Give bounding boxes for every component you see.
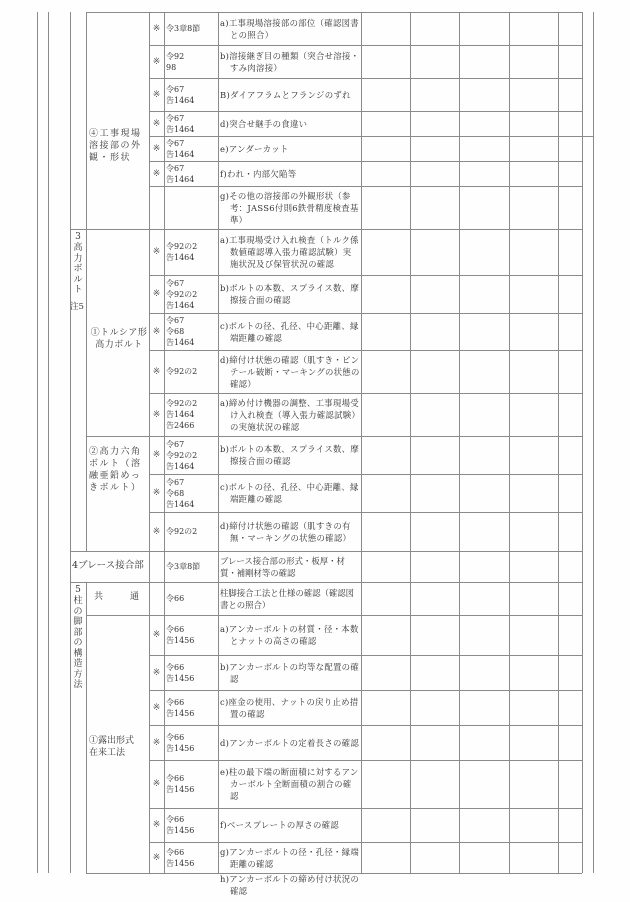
section-col-rule	[70, 12, 71, 873]
row-reference: 令67 告1464	[166, 84, 195, 105]
row-mark: ※	[152, 820, 161, 830]
row-reference: 令67 告1464	[166, 163, 195, 184]
row-mark: ※	[152, 289, 161, 299]
row-mark: ※	[152, 852, 161, 863]
row-description: B)ダイアフラムとフランジのずれ	[220, 89, 351, 100]
row-mark: ※	[152, 56, 161, 67]
check-cell[interactable]	[509, 111, 558, 136]
check-cell[interactable]	[558, 45, 582, 78]
row-mark: ※	[152, 247, 161, 257]
section-3-note: 注5	[70, 302, 84, 312]
check-cell[interactable]	[361, 136, 410, 161]
row-description: d)締付け状態の確認（肌すきの有無・マーキングの状態の確認）	[220, 520, 352, 543]
row-description: c)座金の使用、ナットの戻り止め措置の確認	[220, 696, 359, 719]
check-cell[interactable]	[361, 760, 410, 808]
check-cell[interactable]	[459, 808, 509, 842]
check-cell[interactable]	[509, 161, 558, 186]
row-description: c)ボルトの径、孔径、中心距離、縁端距離の確認	[220, 482, 359, 504]
group-torshear-bolt: ①トルシア形高力ボルト	[90, 328, 148, 350]
check-cell[interactable]	[361, 111, 410, 136]
check-cell[interactable]	[410, 436, 459, 474]
check-cell[interactable]	[558, 655, 582, 690]
row-reference: 令67 告1464	[166, 113, 195, 134]
group-hex-bolt: ②高力六角ボルト（溶融亜鉛めっきボルト）	[89, 447, 142, 493]
check-cell[interactable]	[410, 551, 459, 582]
row-mark: ※	[152, 450, 161, 460]
section-3-label: 高 力 ボ ル ト	[73, 243, 83, 295]
check-cell[interactable]	[509, 725, 558, 760]
check-cell[interactable]	[459, 350, 509, 393]
check-cell[interactable]	[459, 690, 509, 725]
row-description: c)ボルトの径、孔径、中心距離、縁端距離の確認	[220, 320, 359, 343]
check-cell[interactable]	[410, 690, 459, 725]
check-cell[interactable]	[459, 186, 509, 229]
row-description: e)アンダーカット	[220, 143, 289, 154]
group-common: 共 通	[94, 592, 140, 602]
check-cell[interactable]	[459, 582, 509, 615]
row-reference: 令67 令68 告1464	[166, 316, 195, 347]
row-description: ブレース接合部の形式・板厚・材質・補剛材等の確認	[220, 555, 345, 578]
check-cell[interactable]	[410, 474, 459, 512]
margin-rule	[48, 12, 49, 873]
check-cell[interactable]	[558, 615, 582, 655]
check-cell[interactable]	[459, 551, 509, 582]
check-cell[interactable]	[558, 474, 582, 512]
row-reference: 令66 告1456	[166, 697, 195, 718]
check-cell[interactable]	[509, 393, 558, 436]
row-reference: 令66 告1456	[166, 815, 195, 835]
check-cell[interactable]	[459, 512, 509, 551]
row-reference	[164, 186, 218, 229]
check-cell[interactable]	[558, 12, 582, 45]
row-description: d)突合せ継手の食違い	[220, 118, 308, 129]
check-cell[interactable]	[410, 229, 459, 275]
check-cell[interactable]	[410, 808, 459, 842]
row-description: f)われ・内部欠陥等	[220, 168, 297, 179]
check-cell[interactable]	[509, 275, 558, 313]
check-cell[interactable]	[509, 808, 558, 842]
check-cell[interactable]	[459, 275, 509, 313]
check-cell[interactable]	[410, 161, 459, 186]
row-mark	[149, 186, 164, 229]
check-cell[interactable]	[410, 78, 459, 111]
check-cell[interactable]	[558, 436, 582, 474]
row-description: e)柱の最下端の断面積に対するアンカーボルト全断面積の割合の確認	[220, 767, 359, 801]
group-col-rule	[86, 582, 87, 873]
check-cell[interactable]	[459, 161, 509, 186]
row-description: a)アンカーボルトの材質・径・本数とナットの高さの確認	[220, 624, 359, 646]
row-mark: ※	[152, 702, 161, 713]
check-cell[interactable]	[410, 313, 459, 350]
check-cell[interactable]	[361, 186, 410, 229]
row-mark: ※	[152, 409, 161, 420]
check-cell[interactable]	[558, 136, 582, 161]
check-col-rule	[582, 12, 583, 873]
check-cell[interactable]	[509, 436, 558, 474]
check-cell[interactable]	[459, 393, 509, 436]
row-reference: 令92の2 告1464	[166, 242, 198, 262]
row-mark	[149, 551, 164, 582]
check-cell[interactable]	[361, 161, 410, 186]
row-reference: 令66	[166, 594, 185, 603]
check-cell[interactable]	[509, 512, 558, 551]
row-description: d)締付け状態の確認（肌すき・ピンテール破断・マーキングの状態の確認）	[220, 354, 360, 389]
row-mark: ※	[152, 667, 161, 678]
group-weld-appearance: ④工事現場溶接部の外観・形状	[89, 129, 142, 163]
check-cell[interactable]	[459, 842, 509, 873]
check-cell[interactable]	[410, 725, 459, 760]
row-reference: 令92の2	[166, 527, 198, 536]
row-description: a)締め付け機器の調整、工事現場受け入れ検査（導入張力確認試験）の実施状況の確認	[220, 397, 359, 432]
row-reference: 令92の2	[166, 367, 198, 376]
check-cell[interactable]	[509, 615, 558, 655]
check-cell[interactable]	[361, 474, 410, 512]
check-cell[interactable]	[558, 725, 582, 760]
section-4-label: 4ブレース接合部	[72, 560, 144, 571]
section-3-number: 3	[75, 232, 81, 242]
check-cell[interactable]	[509, 474, 558, 512]
check-cell[interactable]	[361, 725, 410, 760]
row-description: h)アンカーボルトの締め付け状況の確認	[220, 874, 360, 896]
check-cell[interactable]	[361, 615, 410, 655]
check-cell[interactable]	[459, 760, 509, 808]
check-cell[interactable]	[558, 808, 582, 842]
check-cell[interactable]	[361, 275, 410, 313]
check-cell[interactable]	[558, 78, 582, 111]
check-cell[interactable]	[459, 313, 509, 350]
check-cell[interactable]	[410, 655, 459, 690]
check-cell[interactable]	[459, 655, 509, 690]
check-cell[interactable]	[361, 582, 410, 615]
check-cell[interactable]	[410, 136, 459, 161]
check-cell[interactable]	[558, 842, 582, 873]
row-mark: ※	[152, 118, 161, 129]
check-cell[interactable]	[459, 136, 509, 161]
check-cell[interactable]	[558, 229, 582, 275]
row-mark: ※	[152, 89, 161, 100]
row-reference: 令66 告1456	[166, 732, 195, 753]
row-mark: ※	[152, 168, 161, 179]
check-cell[interactable]	[558, 582, 582, 615]
row-description: d)アンカーボルトの定着長さの確認	[220, 737, 360, 748]
check-cell[interactable]	[459, 12, 509, 45]
row-mark: ※	[152, 737, 161, 748]
row-description: b)ボルトの本数、スプライス数、摩擦接合面の確認	[220, 283, 360, 305]
row-description: b)溶接継ぎ目の種類（突合せ溶接・すみ肉溶接）	[220, 50, 360, 73]
check-cell[interactable]	[410, 615, 459, 655]
row-description: b)アンカーボルトの均等な配置の確認	[220, 661, 360, 684]
check-cell[interactable]	[558, 111, 582, 136]
check-cell[interactable]	[459, 45, 509, 78]
row-reference: 令67 告1464	[166, 138, 195, 159]
check-cell[interactable]	[361, 436, 410, 474]
row-reference: 令67 令92の2 告1464	[166, 278, 198, 310]
row-reference: 令92の2 告1464 告2466	[166, 399, 198, 430]
check-cell[interactable]	[558, 275, 582, 313]
row-mark: ※	[152, 143, 161, 154]
outer-right-rule	[593, 12, 594, 873]
row-reference: 令66 告1456	[166, 847, 195, 868]
check-cell[interactable]	[558, 760, 582, 808]
check-cell[interactable]	[410, 186, 459, 229]
section-5-number: 5	[75, 585, 81, 595]
check-cell[interactable]	[459, 474, 509, 512]
row-reference: 令3章8節	[166, 562, 201, 571]
check-cell[interactable]	[509, 690, 558, 725]
check-cell[interactable]	[410, 842, 459, 873]
check-cell[interactable]	[459, 436, 509, 474]
check-cell[interactable]	[459, 725, 509, 760]
check-cell[interactable]	[410, 45, 459, 78]
check-cell[interactable]	[410, 350, 459, 393]
check-cell[interactable]	[459, 111, 509, 136]
margin-rule	[37, 12, 38, 873]
check-cell[interactable]	[558, 551, 582, 582]
row-description: f)ベースプレートの厚さの確認	[220, 820, 339, 830]
check-cell[interactable]	[509, 186, 558, 229]
row-reference: 令92 98	[166, 51, 185, 72]
check-cell[interactable]	[509, 313, 558, 350]
check-cell[interactable]	[558, 313, 582, 350]
row-description: a)工事現場受け入れ検査（トルク係数値確認導入張力確認試験）実施状況及び保管状況の確認	[220, 235, 359, 269]
check-cell[interactable]	[410, 12, 459, 45]
check-cell[interactable]	[509, 350, 558, 393]
check-cell[interactable]	[361, 512, 410, 551]
check-cell[interactable]	[361, 655, 410, 690]
check-cell[interactable]	[361, 808, 410, 842]
row-reference: 令66 告1456	[166, 625, 195, 645]
check-cell[interactable]	[361, 842, 410, 873]
check-cell[interactable]	[509, 78, 558, 111]
group-exposed-base: ①露出形式在来工法	[89, 736, 135, 758]
row-mark: ※	[152, 23, 161, 34]
row-reference: 令3章8節	[166, 24, 201, 33]
check-cell[interactable]	[361, 393, 410, 436]
row-mark: ※	[152, 326, 161, 337]
row-mark	[149, 582, 164, 615]
check-cell[interactable]	[459, 615, 509, 655]
row-description: 柱脚接合工法と仕様の確認（確認図書との照合）	[220, 587, 354, 610]
row-reference: 令67 令92の2 告1464	[166, 439, 198, 471]
check-cell[interactable]	[459, 78, 509, 111]
check-cell[interactable]	[361, 350, 410, 393]
check-cell[interactable]	[509, 12, 558, 45]
check-cell[interactable]	[509, 136, 558, 161]
check-cell[interactable]	[509, 655, 558, 690]
check-cell[interactable]	[459, 229, 509, 275]
check-cell[interactable]	[410, 111, 459, 136]
check-cell[interactable]	[361, 229, 410, 275]
check-cell[interactable]	[509, 582, 558, 615]
check-cell[interactable]	[558, 350, 582, 393]
check-cell[interactable]	[361, 313, 410, 350]
check-cell[interactable]	[361, 78, 410, 111]
check-cell[interactable]	[361, 45, 410, 78]
row-description: a)工事現場溶接部の部位（確認図書との照合）	[220, 17, 359, 40]
row-description: b)ボルトの本数、スプライス数、摩擦接合面の確認	[220, 444, 360, 466]
check-cell[interactable]	[361, 551, 410, 582]
check-cell[interactable]	[558, 512, 582, 551]
check-cell[interactable]	[410, 760, 459, 808]
row-mark: ※	[152, 366, 161, 377]
check-cell[interactable]	[410, 393, 459, 436]
check-cell[interactable]	[361, 12, 410, 45]
row-reference: 令66 告1456	[166, 774, 195, 794]
row-reference: 令66 告1456	[166, 662, 195, 683]
check-cell[interactable]	[509, 229, 558, 275]
row-description: g)アンカーボルトの径・孔径・縁端距離の確認	[220, 846, 360, 869]
row-description: g)その他の溶接部の外観形状（参考：JASS6付則6鉄骨精度検査基準）	[220, 190, 359, 225]
check-cell[interactable]	[509, 45, 558, 78]
check-cell[interactable]	[558, 186, 582, 229]
check-cell[interactable]	[410, 582, 459, 615]
check-cell[interactable]	[410, 275, 459, 313]
check-cell[interactable]	[361, 690, 410, 725]
check-cell[interactable]	[558, 161, 582, 186]
check-cell[interactable]	[558, 393, 582, 436]
check-cell[interactable]	[509, 760, 558, 808]
row-mark: ※	[152, 526, 161, 537]
check-cell[interactable]	[509, 842, 558, 873]
check-cell[interactable]	[558, 690, 582, 725]
row-mark: ※	[152, 488, 161, 498]
row-reference: 令67 令68 告1464	[166, 477, 195, 509]
outer-tick-rule	[582, 136, 593, 137]
check-cell[interactable]	[509, 551, 558, 582]
check-cell[interactable]	[410, 512, 459, 551]
section-5-label: 柱 の 脚 部 の 構 造 方 法	[73, 596, 83, 690]
row-mark: ※	[152, 630, 161, 640]
row-mark: ※	[152, 779, 161, 789]
